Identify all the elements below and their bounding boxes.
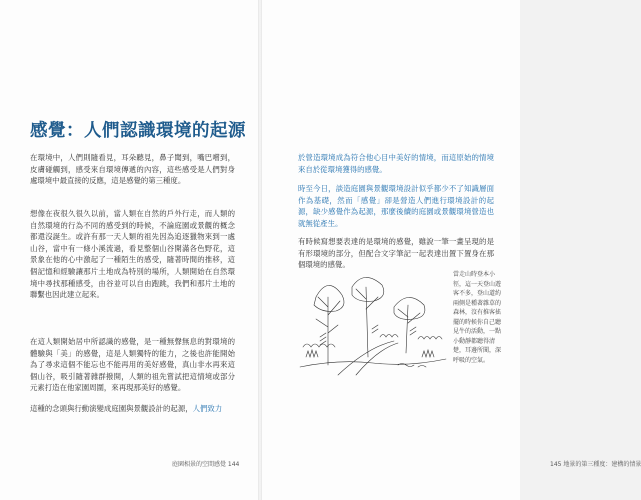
paragraph-4-highlight: 人們致力 xyxy=(192,404,223,413)
paragraph-4-text: 這種的念頭與行動演變成庭園與景觀設計的起源， xyxy=(30,404,193,413)
right-folio: 145 地景的第三種度：建構的情景 xyxy=(550,461,641,468)
sketch-intro-paragraph: 有時候寫想要表達的是環境的感覺，雖說一筆一畫呈現的是有形環境的部分，但配合文字筆記一起表達出置下置身在那個環境的感覺。 xyxy=(298,237,494,270)
paragraph-4 xyxy=(30,403,235,415)
chapter-title: 感覺：人們認識環境的起源 xyxy=(30,121,246,141)
highlight-paragraph-1: 於營造環境成為符合他心目中美好的情境，而這原始的情境來自於從環境獲得的感覺。 xyxy=(298,153,494,174)
right-page xyxy=(262,0,641,500)
paragraph-1: 在環境中，人們則隨看見，耳朵聽見，鼻子聞到，嘴巴嚐到，皮膚碰觸到，感受來自環境傳遞的內容，這些感受是人們對身處環境中最直接的反應，這是感覺的第三種度。 xyxy=(30,153,235,186)
landscape-sketch xyxy=(298,267,448,379)
paragraph-3: 在這人類開始居中所認識的感覺，是一種無聲無息的對環境的體驗與「美」的感覺，這是人類獨特的能力，之後也許能開始為了尋求這個不能忘也不能再用的美好感覺，真山非水再來這個山谷，吸引隨著雜群撥開，人類的祖先嘗試把這情境或部分元素打造在他家園周圍，來再現那美好的感覺。 xyxy=(30,337,235,393)
sketch-caption: 當走山時登本小徑，這一天登山遊客不多，登山道約兩側是種著雜草的森林，沒有推客搖擺的時候你自己聽見牛的活動，一點小動靜都聽得清楚，耳邊所聞，深呼吸的空氣。 xyxy=(453,271,502,364)
left-folio: 庭園相景的空間感覺 144 xyxy=(172,461,240,468)
highlight-paragraph-2: 時至今日，談造庭園與景觀環境設計似乎都少不了知識層面作為基礎，然而「感覺」卻是營造人們進行環境設計的起源，缺少感覺作為起源，那麼後續的庭園或景觀環境營造也就無從產生。 xyxy=(298,184,494,228)
paragraph-2: 想像在夜很久很久以前，當人類在自然的戶外行走，而人類的自然環境的行為不同的感受到的時候，不論庭園或景觀的概念都還沒誕生。或許有那一天人類的祖先因為追逐獵物來到一處山谷，當中有一條小溪流過，看見整個山谷開滿各色野花，這景象在他的心中激起了一種陌生的感受，隨著時間的推移，這個記憶和經驗讓那片土地成為特別的場所，人類開始在自然環境中尋找那種感受，由谷並可以自由跑跳，我們和那片土地的聯繫也因此建立起來。 xyxy=(30,209,235,300)
left-page xyxy=(0,0,258,500)
